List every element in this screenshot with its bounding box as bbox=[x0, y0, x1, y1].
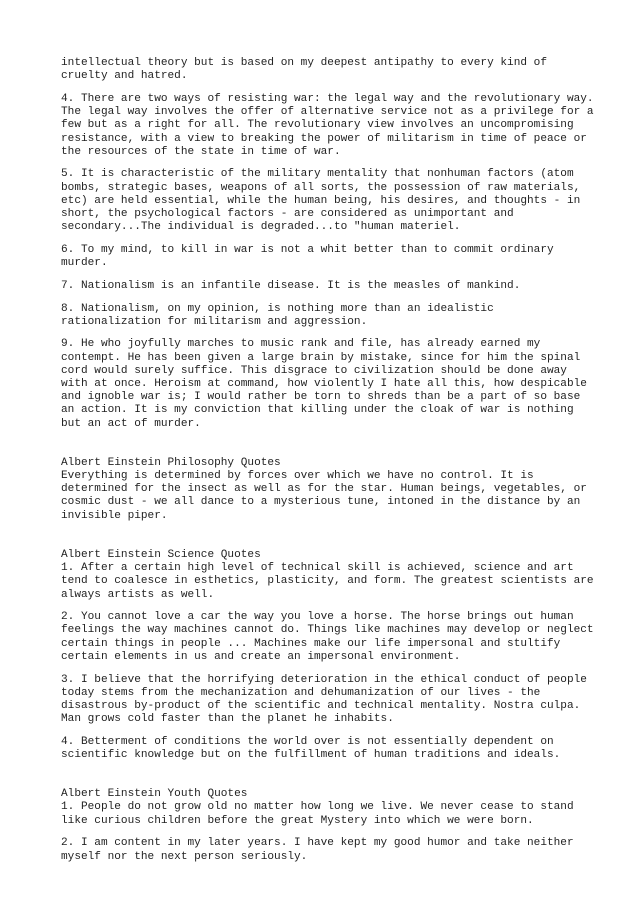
paragraph-quote-5: 5. It is characteristic of the military mentality that nonhuman factors (atom bombs, strategic bases, weapons of all sorts, the possession of raw materials, etc) are held essential, while the human being, his desires, and thoughts - in short, the psychological factors - are considered as unimportant and secondary...The individual is degraded...to "human materiel. bbox=[61, 168, 581, 234]
paragraph-continuation: intellectual theory but is based on my deepest antipathy to every kind of cruelty and hatred. bbox=[61, 57, 547, 83]
paragraph-quote-4: 4. There are two ways of resisting war: the legal way and the revolutionary way. The legal way involves the offer of alternative service not as a privilege for a few but as a right for all. The revolutionary view involves an uncompromising resistance, with a view to breaking the power of militarism in time of peace or the resources of the state in time of war. bbox=[61, 92, 594, 158]
paragraph-youth-2: 2. I am content in my later years. I have kept my good humor and take neither myself nor the next person seriously. bbox=[61, 837, 574, 863]
paragraph-philosophy-1: Everything is determined by forces over which we have no control. It is determined for the insect as well as for the star. Human beings, vegetables, or cosmic dust - we all dance to a mysterious tune, intoned in the distance by an invisible piper. bbox=[61, 470, 587, 522]
youth-section bbox=[61, 788, 601, 864]
section-title-science: Albert Einstein Science Quotes bbox=[61, 548, 261, 561]
paragraph-quote-6: 6. To my mind, to kill in war is not a whit better than to commit ordinary murder. bbox=[61, 243, 554, 270]
paragraph-science-3: 3. I believe that the horrifying deterioration in the ethical conduct of people today stems from the mechanization and dehumanization of our lives - the disastrous by-product of the scientific and technical mentality. Nostra culpa. Man grows cold faster than the planet he inhabits. bbox=[61, 673, 587, 726]
paragraph-science-4: 4. Betterment of conditions the world over is not essentially dependent on scientific knowledge but on the fulfillment of human traditions and ideals. bbox=[61, 735, 561, 762]
paragraph-quote-7: 7. Nationalism is an infantile disease. It is the measles of mankind. bbox=[61, 279, 521, 292]
philosophy-section bbox=[61, 457, 601, 523]
paragraph-quote-8: 8. Nationalism, on my opinion, is nothing more than an idealistic rationalization for militarism and aggression. bbox=[61, 302, 494, 328]
paragraph-science-1: 1. After a certain high level of technical skill is achieved, science and art tend to coalesce in esthetics, plasticity, and form. The greatest scientists are always artists as well. bbox=[61, 562, 594, 601]
paragraph-quote-9: 9. He who joyfully marches to music rank and file, has already earned my contempt. He has been given a large brain by mistake, since for him the spinal cord would surely suffice. This disgrace to civilization should be done away with at once. Heroism at command, how violently I hate all this, how despicable and ignoble war is; I would rather be torn to shreds than be a part of so base an action. It is my conviction that killing under the cloak of war is nothing but an act of murder. bbox=[61, 338, 587, 430]
section-title-philosophy: Albert Einstein Philosophy Quotes bbox=[61, 456, 281, 469]
paragraph-science-2: 2. You cannot love a car the way you love a horse. The horse brings out human feelings the way machines cannot do. Things like machines may develop or neglect certain things in people ... Machines make our life impersonal and stultify certain elements in us and create an impersonal environment. bbox=[61, 611, 594, 663]
section-title-youth: Albert Einstein Youth Quotes bbox=[61, 788, 248, 801]
science-section bbox=[61, 549, 601, 762]
intro-section bbox=[61, 57, 601, 431]
document-page bbox=[61, 57, 601, 873]
paragraph-youth-1: 1. People do not grow old no matter how long we live. We never cease to stand like curious children before the great Mystery into which we were born. bbox=[61, 801, 574, 827]
